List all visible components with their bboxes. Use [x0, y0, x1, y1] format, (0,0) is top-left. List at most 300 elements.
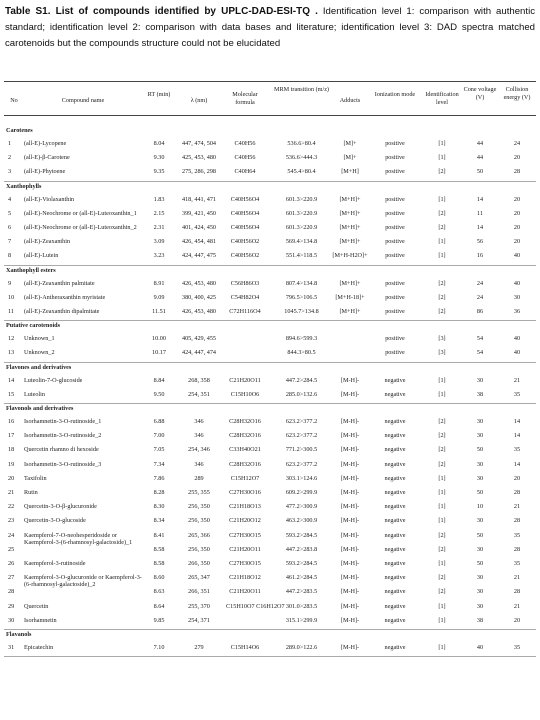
table-cell: 426, 453, 480: [181, 308, 217, 315]
table-cell: 14: [8, 376, 15, 384]
table-cell: 14: [513, 418, 521, 425]
table-cell: 275, 286, 298: [181, 168, 217, 176]
table-cell: 401, 424, 450: [181, 224, 217, 231]
table-cell: 35: [513, 531, 521, 539]
table-cell: 623.2>377.2: [285, 432, 318, 440]
table-cell: 268, 358: [188, 376, 210, 384]
table-cell: 593.2>284.5: [285, 531, 318, 539]
table-cell: [M-H]-: [340, 418, 360, 425]
header-molecular-formula: Molecular formula: [232, 91, 258, 106]
table-cell: (all-E)-Violaxanthin: [24, 195, 75, 203]
table-cell: (all-E)-Lutein: [24, 252, 59, 260]
table-cell: 12: [8, 335, 15, 343]
section-rule: [4, 265, 536, 266]
table-cell: 461.2>284.5: [285, 574, 318, 582]
table-cell: 35: [513, 560, 521, 567]
caption-text: Identification level 1: comparison with authentic standard; identification level 2: comparison with data bases and literature; identification level 3: DAD spectra matched carotenoids but the compounds structure could not be elucidated: [5, 6, 535, 49]
table-row: [4, 238, 536, 252]
table-cell: 30: [476, 545, 484, 553]
table-cell: (all-E)-Neochrome or (all-E)-Luteoxanthin_1: [24, 209, 137, 217]
table-cell: 426, 454, 481: [181, 238, 217, 246]
table-row: [4, 517, 536, 531]
table-cell: 254, 351: [188, 390, 210, 398]
table-cell: 16: [476, 252, 484, 260]
table-cell: C27H30O16: [229, 489, 261, 496]
table-cell: 265, 366: [188, 531, 210, 539]
table-row: [4, 475, 536, 489]
table-cell: C72H116O4: [229, 308, 261, 315]
table-cell: 24: [476, 293, 484, 301]
table-cell: C21H20O11: [229, 588, 261, 596]
table-cell: 254, 371: [188, 616, 210, 624]
table-cell: Epicatechin: [24, 644, 54, 651]
table-cell: [1]: [438, 616, 446, 624]
table-row: [4, 154, 536, 168]
table-cell: 50: [476, 531, 484, 539]
table-cell: 3.23: [153, 252, 165, 260]
table-cell: 25: [8, 545, 15, 553]
table-cell: 477.2>300.9: [285, 503, 318, 511]
table-cell: [M-H]-: [340, 644, 360, 651]
table-cell: 5: [8, 209, 12, 217]
table-cell: [M-H]-: [340, 446, 360, 454]
table-cell: 8.58: [153, 545, 165, 553]
table-cell: Isorhamnetin-3-O-rutinoside_2: [24, 432, 102, 440]
table-cell: 289: [194, 474, 204, 482]
table-cell: positive: [385, 293, 405, 301]
table-cell: 569.4>134.8: [285, 238, 318, 246]
table-cell: 266, 350: [188, 560, 210, 567]
table-cell: [1]: [438, 489, 446, 496]
table-cell: 303.1>124.6: [285, 474, 318, 482]
table-cell: C15H10O7 C16H12O7: [226, 602, 285, 610]
table-cell: [2]: [438, 293, 446, 301]
table-cell: 10: [476, 503, 484, 511]
table-cell: negative: [384, 474, 406, 482]
table-cell: 35: [513, 390, 521, 398]
table-cell: 7.05: [153, 446, 165, 454]
table-cell: 30: [476, 574, 484, 582]
table-cell: 40: [513, 279, 521, 287]
table-row: [4, 377, 536, 391]
table-cell: 1: [8, 140, 12, 147]
table-cell: 23: [8, 517, 15, 525]
table-cell: 44: [476, 154, 484, 162]
table-cell: 28: [513, 588, 521, 596]
table-cell: negative: [384, 517, 406, 525]
table-cell: [1]: [438, 390, 446, 398]
table-cell: [2]: [438, 545, 446, 553]
table-cell: Quercetin: [24, 602, 49, 610]
table-cell: (all-E)-Phytoene: [24, 168, 66, 176]
table-cell: [2]: [438, 418, 446, 425]
section-rule: [4, 656, 536, 657]
table-cell: [M-H]-: [340, 474, 360, 482]
table-cell: 3.09: [153, 238, 165, 246]
table-cell: negative: [384, 531, 406, 539]
table-cell: 3: [8, 168, 12, 176]
table-cell: Kaempferol-3-rutinoside: [24, 560, 86, 567]
header-rule: [4, 115, 536, 116]
table-cell: 623.2>377.2: [285, 418, 318, 425]
table-cell: [3]: [438, 335, 446, 343]
table-cell: 796.5>106.5: [285, 293, 318, 301]
table-cell: positive: [385, 252, 405, 260]
table-cell: C28H32O16: [229, 432, 261, 440]
table-cell: 29: [8, 602, 15, 610]
table-cell: 315.1>299.9: [285, 616, 318, 624]
table-caption: [5, 4, 535, 52]
table-cell: positive: [385, 349, 405, 357]
table-cell: 28: [8, 588, 15, 596]
table-row: [4, 461, 536, 475]
table-cell: 14: [513, 460, 521, 468]
table-cell: 21: [513, 376, 521, 384]
table-cell: 30: [476, 602, 484, 610]
table-row: [4, 432, 536, 446]
top-rule: [4, 81, 536, 82]
table-cell: 30: [476, 474, 484, 482]
table-cell: 545.4>80.4: [287, 168, 316, 176]
table-cell: [1]: [438, 644, 446, 651]
section-heading: Putative carotenoids: [6, 322, 61, 330]
table-cell: C15H10O6: [230, 390, 260, 398]
table-cell: [2]: [438, 460, 446, 468]
table-cell: 9.35: [153, 168, 165, 176]
table-cell: 623.2>377.2: [285, 460, 318, 468]
section-rule: [4, 320, 536, 321]
table-cell: 254, 346: [188, 446, 210, 454]
table-cell: 20: [513, 224, 521, 231]
table-cell: Taxifolin: [24, 474, 47, 482]
section-heading: Xanthophylls: [6, 182, 42, 190]
table-cell: [1]: [438, 252, 446, 260]
table-cell: 601.3>220.9: [285, 209, 318, 217]
table-cell: [M+H]+: [339, 238, 361, 246]
table-cell: [1]: [438, 376, 446, 384]
table-cell: negative: [384, 418, 406, 425]
table-cell: 30: [8, 616, 15, 624]
table-cell: Rutin: [24, 489, 38, 496]
table-cell: 447.2>283.5: [285, 588, 318, 596]
table-cell: Quercetin-3-O-β-glucuronide: [24, 503, 97, 511]
table-cell: positive: [385, 140, 405, 147]
table-cell: [2]: [438, 209, 446, 217]
section-rule: [4, 629, 536, 630]
table-cell: 24: [513, 140, 521, 147]
table-cell: (all-E)-Antheraxanthin myristate: [24, 293, 106, 301]
table-cell: 279: [194, 644, 204, 651]
table-cell: 54: [476, 349, 484, 357]
table-cell: 1.83: [153, 195, 165, 203]
section-heading: Flavanols: [6, 631, 32, 638]
table-cell: 424, 447, 475: [181, 252, 217, 260]
table-cell: 24: [476, 279, 484, 287]
table-cell: 807.4>134.8: [285, 279, 318, 287]
table-cell: negative: [384, 503, 406, 511]
table-cell: 536.6>444.3: [285, 154, 318, 162]
table-cell: 255, 370: [188, 602, 210, 610]
table-cell: 38: [476, 616, 484, 624]
table-row: [4, 418, 536, 432]
table-cell: 2.15: [153, 209, 165, 217]
table-row: [4, 588, 536, 602]
table-cell: 40: [513, 349, 521, 357]
table-cell: C28H32O16: [229, 418, 261, 425]
table-cell: Unknown_1: [24, 335, 55, 343]
table-cell: [1]: [438, 238, 446, 246]
table-cell: 16: [8, 418, 15, 425]
table-cell: [M-H]-: [340, 460, 360, 468]
table-cell: 30: [476, 517, 484, 525]
table-cell: C33H40O21: [229, 446, 261, 454]
table-cell: [M]+: [343, 140, 357, 147]
table-cell: positive: [385, 335, 405, 343]
table-cell: 28: [513, 517, 521, 525]
table-cell: [2]: [438, 168, 446, 176]
table-cell: 447.2>283.8: [285, 545, 318, 553]
table-row: [4, 574, 536, 588]
table-cell: [M-H]-: [340, 376, 360, 384]
table-cell: [M-H]-: [340, 432, 360, 440]
table-cell: negative: [384, 560, 406, 567]
table-cell: [M-H]-: [340, 602, 360, 610]
table-cell: 30: [513, 293, 521, 301]
table-cell: positive: [385, 224, 405, 231]
table-cell: positive: [385, 209, 405, 217]
table-cell: 11: [477, 209, 483, 217]
table-cell: 1045.7>134.8: [284, 308, 319, 315]
table-cell: 256, 350: [188, 503, 210, 511]
table-cell: Isorhamnetin: [24, 616, 57, 624]
table-cell: C15H12O7: [230, 474, 260, 482]
table-cell: 601.3>220.9: [285, 224, 318, 231]
table-row: [4, 140, 536, 154]
table-cell: negative: [384, 574, 406, 582]
table-cell: 28: [513, 545, 521, 553]
table-cell: 20: [513, 474, 521, 482]
table-cell: 425, 453, 480: [181, 154, 217, 162]
table-cell: C40H56O4: [230, 195, 260, 203]
table-cell: 8.04: [153, 140, 165, 147]
table-cell: 35: [513, 644, 521, 651]
table-cell: negative: [384, 446, 406, 454]
section-rule: [4, 181, 536, 182]
table-cell: [2]: [438, 574, 446, 582]
table-cell: 15: [8, 390, 15, 398]
table-cell: 20: [8, 474, 15, 482]
table-cell: 8.91: [153, 279, 165, 287]
table-cell: [M+H-H2O]+: [332, 252, 368, 260]
table-cell: negative: [384, 376, 406, 384]
table-cell: 6.88: [153, 418, 165, 425]
table-cell: C54H82O4: [230, 293, 260, 301]
table-cell: [M-H]-: [340, 531, 360, 539]
table-cell: 346: [194, 418, 204, 425]
table-row: [4, 446, 536, 460]
table-cell: 8.30: [153, 503, 165, 511]
table-cell: (all-E)-Zeaxanthin: [24, 238, 71, 246]
table-cell: (all-E)-Zeaxanthin palmitate: [24, 279, 95, 287]
table-cell: C15H14O6: [230, 644, 260, 651]
table-cell: 265, 347: [188, 574, 210, 582]
table-cell: 20: [513, 195, 521, 203]
table-cell: 399, 421, 450: [181, 209, 217, 217]
table-cell: negative: [384, 602, 406, 610]
table-cell: Isorhamnetin-3-O-rutinoside_3: [24, 460, 102, 468]
table-cell: 36: [513, 308, 521, 315]
table-cell: Luteolin: [24, 390, 45, 398]
table-cell: 27: [8, 574, 15, 582]
table-cell: 426, 453, 480: [181, 279, 217, 287]
table-cell: 17: [8, 432, 15, 440]
table-cell: 844.3>80.5: [287, 349, 316, 357]
table-cell: negative: [384, 489, 406, 496]
table-cell: Kaempferol-7-O-neohesperidoside or Kaempferol-3-(6-rhamnosyl-galactoside)_1: [24, 531, 133, 546]
table-row: [4, 224, 536, 238]
table-cell: C21H18O13: [229, 503, 261, 511]
table-cell: 38: [476, 390, 484, 398]
table-cell: 301.0>283.5: [285, 602, 318, 610]
table-cell: [M-H]-: [340, 588, 360, 596]
table-cell: [2]: [438, 308, 446, 315]
table-cell: [2]: [438, 588, 446, 596]
table-cell: C40H56O4: [230, 209, 260, 217]
table-cell: 10: [8, 293, 15, 301]
table-cell: 424, 447, 474: [181, 349, 217, 357]
table-cell: C27H30O15: [229, 560, 261, 567]
table-cell: 21: [513, 602, 521, 610]
table-cell: [1]: [438, 195, 446, 203]
table-cell: Kaempferol-3-O-glucuronide or Kaempferol-3-(6-rhamnosyl-galactoside)_2: [24, 574, 142, 589]
table-cell: positive: [385, 238, 405, 246]
table-cell: [M+H]+: [339, 224, 361, 231]
table-row: [4, 603, 536, 617]
header-collision-energy: Collision energy (V): [503, 86, 531, 101]
table-cell: 14: [476, 224, 484, 231]
table-cell: [M-H]-: [340, 560, 360, 567]
table-cell: 447, 474, 504: [181, 140, 217, 147]
table-cell: 28: [513, 489, 521, 496]
table-cell: positive: [385, 168, 405, 176]
table-cell: 10.00: [152, 335, 166, 343]
table-cell: 2: [8, 154, 12, 162]
table-cell: C28H32O16: [229, 460, 261, 468]
table-cell: [2]: [438, 446, 446, 454]
section-heading: Xanthophyll esters: [6, 266, 56, 274]
table-cell: negative: [384, 432, 406, 440]
table-cell: 10.17: [152, 349, 166, 357]
table-cell: 536.6>80.4: [287, 140, 316, 147]
table-cell: 14: [513, 432, 521, 440]
table-row: [4, 210, 536, 224]
table-cell: [1]: [438, 602, 446, 610]
table-cell: 40: [476, 644, 484, 651]
table-cell: Quercetin rhamno di hexoside: [24, 446, 99, 454]
table-cell: 380, 400, 425: [181, 293, 217, 301]
table-cell: 418, 441, 471: [181, 195, 217, 203]
table-cell: positive: [385, 154, 405, 162]
table-cell: negative: [384, 545, 406, 553]
table-cell: [2]: [438, 224, 446, 231]
table-cell: negative: [384, 588, 406, 596]
section-heading: Flavonols and derivatives: [6, 405, 74, 412]
table-cell: C40H56: [234, 154, 256, 162]
table-cell: [1]: [438, 474, 446, 482]
header-ionization-mode: Ionization mode: [374, 91, 416, 98]
table-row: [4, 280, 536, 294]
table-cell: 8.60: [153, 574, 165, 582]
header-adducts: Adducts: [339, 97, 361, 104]
table-row: [4, 335, 536, 349]
table-cell: Quercetin-3-O-glucoside: [24, 517, 86, 525]
table-cell: [1]: [438, 154, 446, 162]
table-cell: 22: [8, 503, 15, 511]
table-cell: C21H20O11: [229, 545, 261, 553]
table-cell: 8.41: [153, 531, 165, 539]
table-cell: 8.63: [153, 588, 165, 596]
table-cell: [M-H]-: [340, 517, 360, 525]
table-cell: 20: [513, 238, 521, 246]
table-cell: C40H64: [234, 168, 256, 176]
table-row: [4, 560, 536, 574]
table-row: [4, 196, 536, 210]
table-cell: 19: [8, 460, 15, 468]
header-no: No: [10, 97, 18, 104]
table-cell: 26: [8, 560, 15, 567]
table-cell: 9: [8, 279, 12, 287]
header-identification-level: Identification level: [425, 91, 459, 106]
table-cell: 447.2>284.5: [285, 376, 318, 384]
table-cell: negative: [384, 616, 406, 624]
table-cell: [M-H]-: [340, 616, 360, 624]
header-mrm-transition: MRM transition (m/z): [274, 86, 329, 93]
table-row: [4, 546, 536, 560]
section-rule: [4, 362, 536, 363]
table-cell: 40: [513, 335, 521, 343]
table-cell: [1]: [438, 517, 446, 525]
table-cell: 346: [194, 432, 204, 440]
table-cell: 35: [513, 446, 521, 454]
table-cell: C40H56O4: [230, 224, 260, 231]
table-cell: [M+H]+: [339, 279, 361, 287]
table-cell: [M+H]: [341, 168, 359, 176]
table-cell: 30: [476, 460, 484, 468]
table-cell: 31: [8, 644, 15, 651]
table-cell: negative: [384, 644, 406, 651]
table-cell: 2.31: [153, 224, 165, 231]
table-cell: 551.4>118.5: [285, 252, 318, 260]
table-cell: [M+H]+: [339, 209, 361, 217]
table-cell: 9.50: [153, 390, 165, 398]
table-cell: positive: [385, 195, 405, 203]
table-cell: 20: [513, 154, 521, 162]
table-cell: 50: [476, 489, 484, 496]
table-cell: [1]: [438, 140, 446, 147]
table-cell: 4: [8, 195, 12, 203]
table-cell: [M-H]-: [340, 574, 360, 582]
table-cell: [1]: [438, 560, 446, 567]
table-cell: [M+H]+: [339, 195, 361, 203]
table-cell: [2]: [438, 279, 446, 287]
table-cell: 463.2>300.9: [285, 517, 318, 525]
table-cell: 20: [513, 209, 521, 217]
table-cell: 6: [8, 224, 12, 231]
table-cell: 9.09: [153, 293, 165, 301]
table-cell: negative: [384, 460, 406, 468]
table-cell: 30: [476, 376, 484, 384]
table-cell: 11: [8, 308, 14, 315]
